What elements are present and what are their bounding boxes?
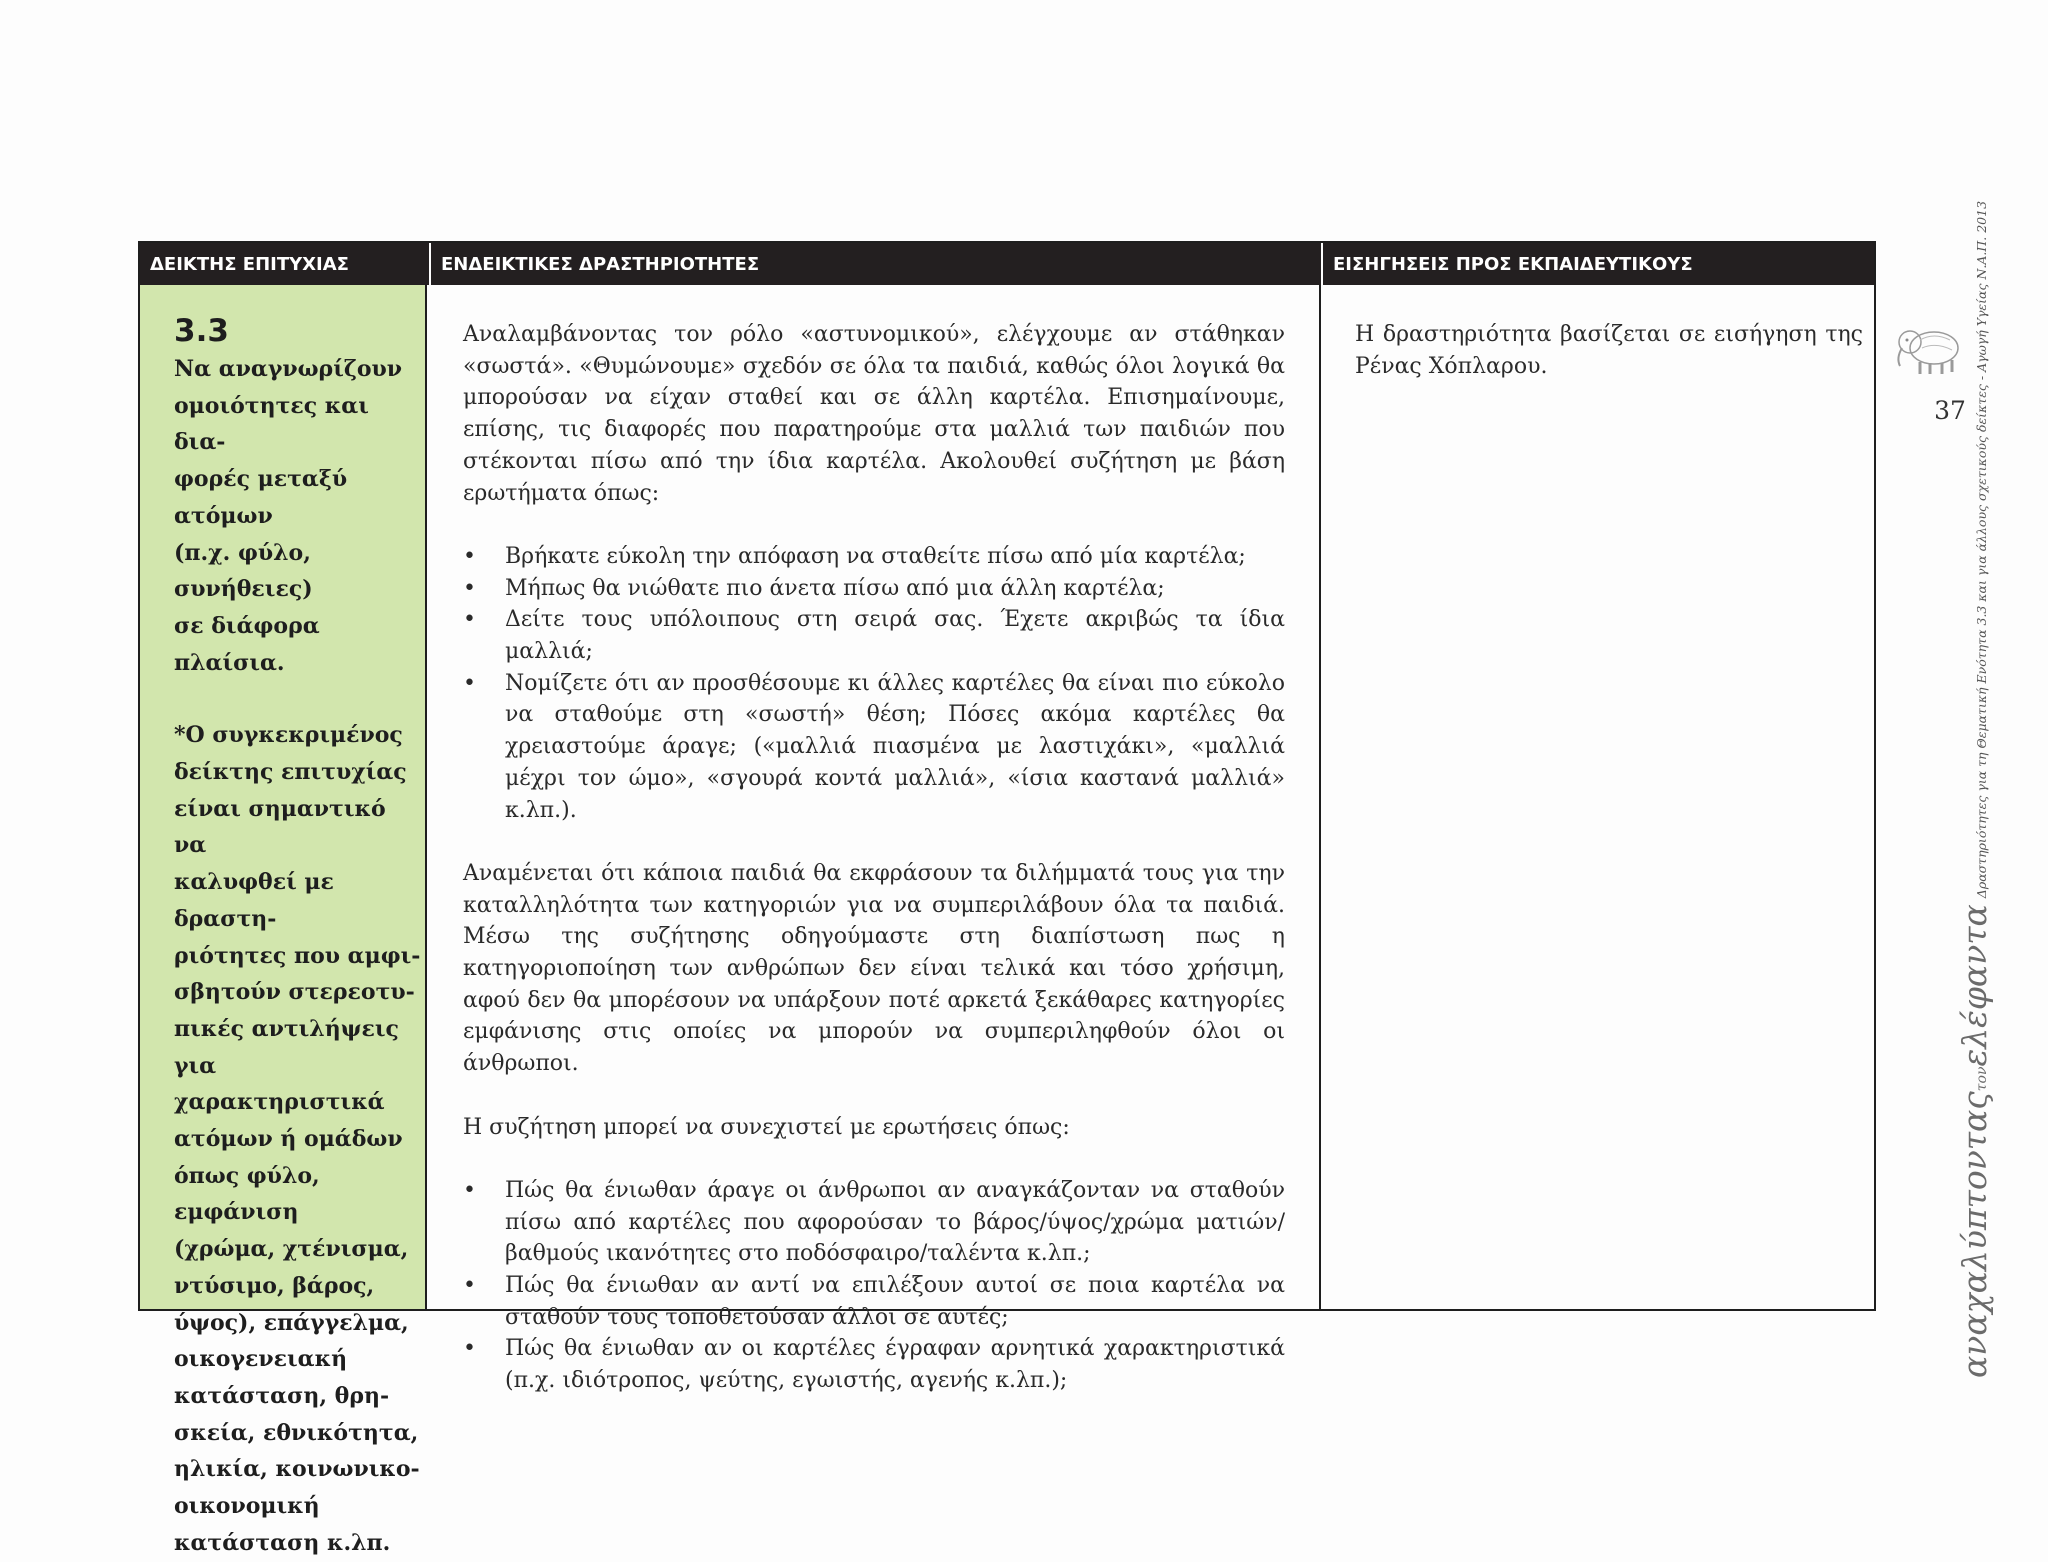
suggestions-column [1321,285,1874,1309]
question-list-2 [463,1175,1285,1397]
indicator-line: κατάσταση κ.λπ. [174,1529,391,1556]
indicator-line: (π.χ. φύλο, συνήθειες) [174,539,313,603]
indicator-line: σε διάφορα πλαίσια. [174,612,320,676]
indicator-line: φορές μεταξύ ατόμων [174,466,348,529]
suggestion-text: Η δραστηριότητα βασίζεται σε εισήγηση της Ρένας Χόπλαρου. [1355,322,1863,379]
brand-title-small: τον [1974,1066,1990,1092]
indicator-line: όπως φύλο, εμφάνιση [174,1162,320,1226]
indicator-line: ριότητες που αμφι- [174,942,421,969]
list-item: • Πώς θα ένιωθαν αν οι καρτέλες έγραφαν αρνητικά χαρακτηριστικά (π.χ. ιδιότροπος, ψεύτης, εγωιστής, αγενής κ.λπ.); [463,1333,1285,1396]
activity-table [138,241,1876,1556]
indicator-line: σκεία, εθνικότητα, [174,1419,419,1446]
elephant-logo-icon [1890,318,1970,378]
indicator-line: ομοιότητες και δια- [174,392,369,456]
activities-text [463,319,1285,1397]
indicator-line: ντύσιμο, βάρος, [174,1272,375,1299]
indicator-note [174,717,424,1561]
header-activities: ΕΝΔΕΙΚΤΙΚΕΣ ΔΡΑΣΤΗΡΙΟΤΗΤΕΣ [429,243,1319,285]
indicator-line: κατάσταση, θρη- [174,1382,390,1409]
header-success-indicator: ΔΕΙΚΤΗΣ ΕΠΙΤΥΧΙΑΣ [150,254,349,275]
indicator-line: είναι σημαντικό να [174,795,386,859]
indicator-line: καλυφθεί με δραστη- [174,869,334,932]
activities-paragraph-1: Αναλαμβάνοντας τον ρόλο «αστυνομικού», ελέγχουμε αν στάθηκαν «σωστά». «Θυμώνουμε» σχεδόν σε όλα τα παιδιά, καθώς όλοι λογικά θα μπορούσαν να είχαν σταθεί και σε άλλη καρτέλα. Επισημαίνουμε, επίσης, τις διαφορές που παρατηρούμε στα μαλλιά των παιδιών που στέκονται πίσω από την ίδια καρτέλα. Ακολουθεί συζήτηση με βάση ερωτήματα όπως: [463,322,1285,506]
indicator-line: ύψος), επάγγελμα, [174,1309,409,1336]
question-list-1 [463,541,1285,826]
header-teacher-suggestions: ΕΙΣΗΓΗΣΕΙΣ ΠΡΟΣ ΕΚΠΑΙΔΕΥΤΙΚΟΥΣ [1321,243,1876,285]
indicator-line: (χρώμα, χτένισμα, [174,1236,409,1263]
indicator-line: Να αναγνωρίζουν [174,356,403,382]
table-header [140,243,1874,285]
indicator-number: 3.3 [174,313,229,349]
indicator-line: ατόμων ή ομάδων [174,1126,403,1153]
list-item: • Πώς θα ένιωθαν αν αντί να επιλέξουν αυτοί σε ποια καρτέλα να σταθούν τους τοποθετούσαν άλλοι σε αυτές; [463,1270,1285,1333]
indicator-column [140,285,427,1556]
indicator-line: δείκτης επιτυχίας [174,759,407,786]
book-title-vertical [1955,200,1994,1378]
indicator-line: οικονομική [174,1493,320,1520]
activities-paragraph-3: Η συζήτηση μπορεί να συνεχιστεί με ερωτήσεις όπως: [463,1114,1070,1140]
indicator-line: πικές αντιλήψεις για [174,1015,399,1079]
indicator-line: ηλικία, κοινωνικο- [174,1456,420,1483]
page-number: 37 [1934,396,1966,425]
activities-paragraph-2: Αναμένεται ότι κάποια παιδιά θα εκφράσουν τα διλήμματά τους για την καταλληλότητα των κατηγοριών για να συμπεριλάβουν όλα τα παιδιά. Μέσω της συζήτησης οδηγούμαστε στη διαπίστωση πως η κατηγοριοποίηση των ανθρώπων δεν είναι τελικά και τόσο χρήσιμη, αφού δεν θα μπορέσουν να υπάρξουν ποτέ αρκετά ξεκάθαρες κατηγορίες εμφάνισης στις οποίες να μπορούν να συμπεριληφθούν όλοι οι άνθρωποι. [463,860,1285,1077]
list-item: • Νομίζετε ότι αν προσθέσουμε κι άλλες καρτέλες θα είναι πιο εύκολο να σταθούμε στη «σωστή» θέση; Πόσες ακόμα καρτέλες θα χρειαστούμε άραγε; («μαλλιά πιασμένα με λαστιχάκι», «μαλλιά μέχρι τον ώμο», «σγουρά κοντά μαλλιά», «ίσια καστανά μαλλιά» κ.λπ.). [463,668,1285,827]
list-item: • Δείτε τους υπόλοιπους στη σειρά σας. Έχετε ακριβώς τα ίδια μαλλιά; [463,604,1285,667]
activities-column [427,285,1321,1394]
list-item: • Μήπως θα νιώθατε πιο άνετα πίσω από μια άλλη καρτέλα; [463,573,1285,605]
book-subtitle: Δραστηριότητες για τη Θεματική Ενότητα 3.3 και για άλλους σχετικούς δείκτες - Αγωγή Υγείας Ν.Α.Π. 2013 [1974,200,1989,899]
indicator-line: σβητούν στερεοτυ- [174,979,415,1006]
list-item: • Βρήκατε εύκολη την απόφαση να σταθείτε πίσω από μία καρτέλα; [463,541,1285,573]
indicator-description [174,351,424,681]
indicator-line: *Ο συγκεκριμένος [174,722,403,749]
brand-title-part-1: αναχαλύπτοντας [1955,1091,1994,1378]
indicator-line: οικογενειακή [174,1346,348,1373]
brand-title-part-2: ελέφαντα [1955,904,1994,1067]
indicator-line: χαρακτηριστικά [174,1089,385,1116]
list-item: • Πώς θα ένιωθαν άραγε οι άνθρωποι αν αναγκάζονταν να σταθούν πίσω από καρτέλες που αφορούσαν το βάρος/ύψος/χρώμα ματιών/βαθμούς ικανότητες στο ποδόσφαιρο/ταλέντα κ.λπ.; [463,1175,1285,1270]
indicator-block [174,311,424,1562]
